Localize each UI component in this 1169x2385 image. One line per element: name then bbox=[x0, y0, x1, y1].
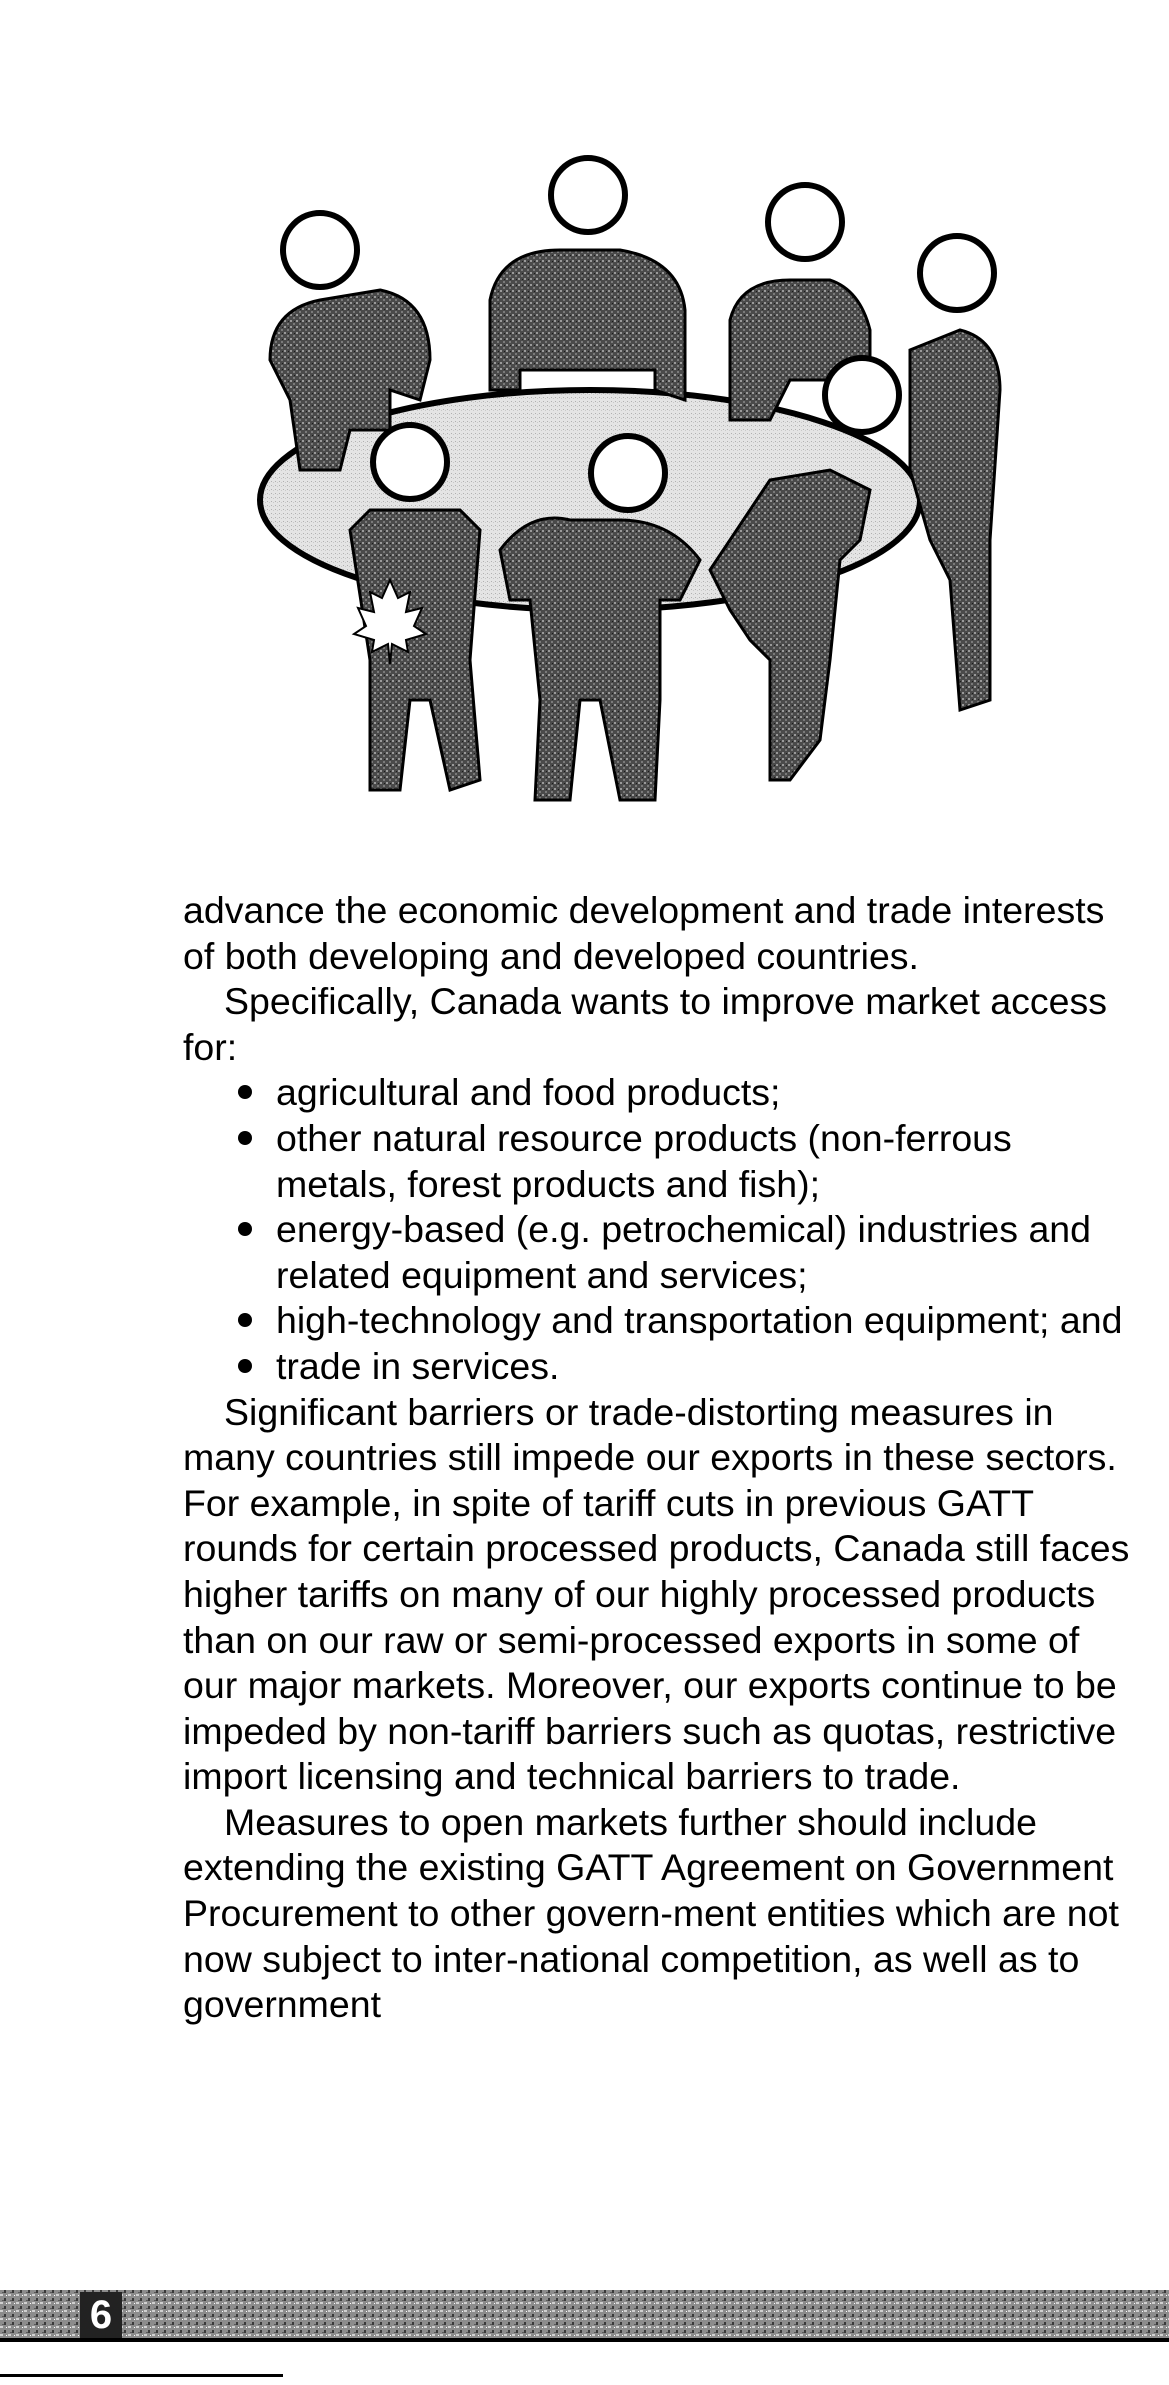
head-front-right bbox=[825, 358, 899, 432]
market-access-list bbox=[183, 1070, 1143, 1389]
paragraph-1: advance the economic development and trade interests of both developing and developed countries. bbox=[183, 889, 1105, 977]
list-item: other natural resource products (non-ferrous metals, forest products and fish); bbox=[276, 1116, 1143, 1207]
footer-band bbox=[0, 2286, 1169, 2344]
person-front-center bbox=[500, 518, 700, 800]
footer-rule bbox=[0, 2374, 283, 2377]
head-back-right bbox=[768, 185, 842, 259]
person-front-canada bbox=[350, 510, 480, 790]
head-back-left bbox=[283, 213, 357, 287]
paragraph-2: Specifically, Canada wants to improve market access for: bbox=[183, 980, 1108, 1068]
head-front-canada bbox=[373, 425, 447, 499]
list-item: high-technology and transportation equipment; and bbox=[276, 1298, 1143, 1344]
list-item: trade in services. bbox=[276, 1344, 1143, 1390]
head-back-center bbox=[551, 158, 625, 232]
head-far-right bbox=[920, 236, 994, 310]
paragraph-4: Measures to open markets further should include extending the existing GATT Agreement on Government Procurement to other govern-ment entities which are not now subject to inter-national competition, as well as to government bbox=[183, 1800, 1119, 2026]
body-text bbox=[183, 888, 1143, 2028]
list-item: agricultural and food products; bbox=[276, 1070, 1143, 1116]
head-front-center bbox=[591, 436, 665, 510]
people-around-table-illustration bbox=[230, 140, 1050, 840]
paragraph-3: Significant barriers or trade-distorting measures in many countries still impede our exports in these sectors. For example, in spite of tariff cuts in previous GATT rounds for certain processed products, Canada still faces higher tariffs on many of our highly processed products than on our raw or semi-processed exports in some of our major markets. Moreover, our exports continue to be impeded by non-tariff barriers such as quotas, restrictive import licensing and technical barriers to trade. bbox=[183, 1390, 1130, 1798]
list-item: energy-based (e.g. petrochemical) industries and related equipment and services; bbox=[276, 1207, 1143, 1298]
page-number: 6 bbox=[80, 2292, 122, 2338]
person-back-center bbox=[490, 250, 685, 400]
person-far-right bbox=[910, 330, 1000, 710]
